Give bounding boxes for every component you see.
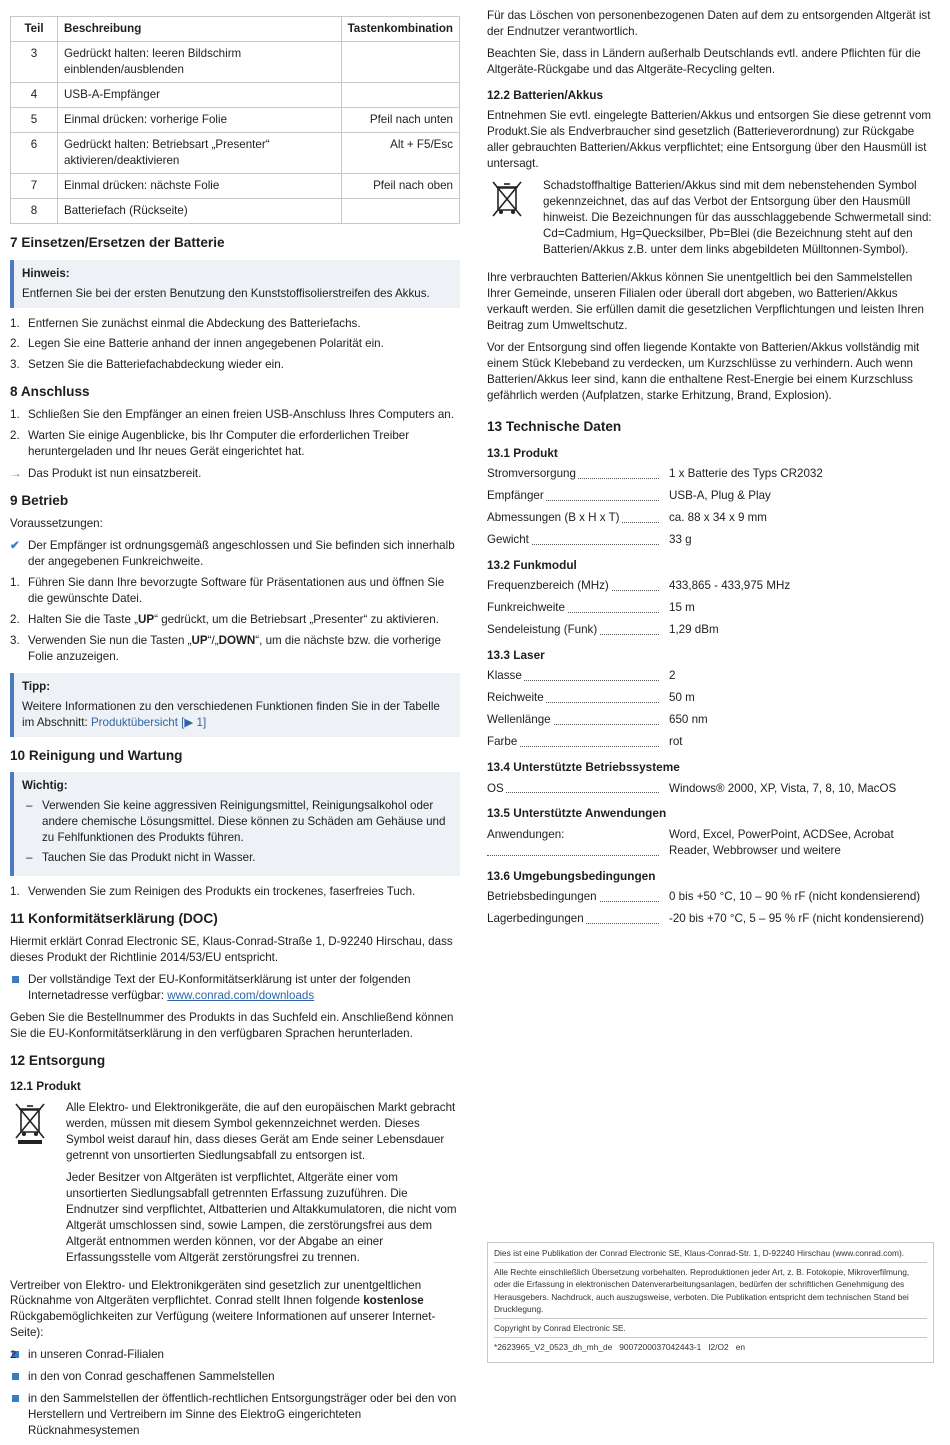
spec-row xyxy=(487,488,934,504)
spec-row xyxy=(487,734,934,750)
list-item xyxy=(10,428,460,460)
step-text: Entfernen Sie zunächst einmal die Abdeckung des Batteriefachs. xyxy=(28,316,361,330)
battery-symbol-text: Schadstoffhaltige Batterien/Akkus sind mit dem nebenstehenden Symbol gekennzeichnet, das auf das Verbot der Entsorgung über den Hausmüll hinweist. Die Bezeichnungen für das ausschlaggebende Schwermetall sind: Cd=Cadmium, Hg=Quecksilber, Pb=Blei (die Bezeichnung steht auf den Batterien/Akkus z.B. unter dem links abgebildeten Mülltonnen-Symbol). xyxy=(543,179,932,257)
spec-row xyxy=(487,600,934,616)
weee-block xyxy=(10,1100,460,1272)
spec-label: Frequenzbereich (MHz) xyxy=(487,579,609,593)
spec-group-title: 13.6 Umgebungsbedingungen xyxy=(487,868,656,883)
spec-label: Klasse xyxy=(487,669,522,683)
spec-value: rot xyxy=(669,735,683,749)
spec-key xyxy=(487,532,669,548)
spec-label: Funkreichweite xyxy=(487,601,565,615)
wichtig-list xyxy=(22,798,452,866)
key-down: DOWN xyxy=(218,633,256,647)
spec-row xyxy=(487,510,934,526)
subheading-batterien: 12.2 Batterien/Akkus xyxy=(487,87,604,102)
part-number-cell: 8 xyxy=(11,198,58,223)
step-number: 3. xyxy=(10,633,20,647)
square-bullet-icon xyxy=(12,976,19,983)
spec-key xyxy=(487,911,669,927)
batterien-text-2: Ihre verbrauchten Batterien/Akkus können Sie unentgeltlich bei den Sammelstellen Ihrer Gemeinde, unseren Filialen oder überall dort abgeben, wo Batterien/Akkus verkauft werden. Sie erfüllen damit die gesetzlichen Verpflichtungen und leisten Ihren Beitrag zum Umweltschutz. xyxy=(487,271,924,333)
column-header-tastenkombination: Tastenkombination xyxy=(341,17,459,42)
spec-value: Windows® 2000, XP, Vista, 7, 8, 10, MacOS xyxy=(669,781,897,795)
list-item xyxy=(10,1347,460,1363)
spec-label: Reichweite xyxy=(487,691,544,705)
kostenlose-emphasis: kostenlose xyxy=(363,1294,424,1308)
key-combination-cell: Alt + F5/Esc xyxy=(341,132,459,173)
spec-key xyxy=(487,889,669,905)
spec-key xyxy=(487,578,669,594)
spec-key xyxy=(487,712,669,728)
step-number: 1. xyxy=(10,316,20,330)
checkmark-icon: ✔ xyxy=(10,538,20,552)
tipp-box xyxy=(10,673,460,737)
prereq-label: Voraussetzungen: xyxy=(10,516,103,530)
spec-value: 33 g xyxy=(669,532,692,546)
key-combination-cell: Pfeil nach oben xyxy=(341,173,459,198)
spec-key xyxy=(487,781,669,797)
description-cell: Einmal drücken: nächste Folie xyxy=(58,173,342,198)
imprint-code: *2623965_V2_0523_dh_mh_de 9007200037042443-1 I2/O2 en xyxy=(494,1342,746,1353)
spec-group-title: 13.3 Laser xyxy=(487,648,545,663)
produktuebersicht-link[interactable]: Produktübersicht [▶ 1] xyxy=(90,715,207,729)
spec-label: Empfänger xyxy=(487,488,544,502)
spec-label: Abmessungen (B x H x T) xyxy=(487,510,620,524)
spec-value: USB-A, Plug & Play xyxy=(669,488,771,502)
description-cell: USB-A-Empfänger xyxy=(58,82,342,107)
spec-group-title: 13.5 Unterstützte Anwendungen xyxy=(487,806,667,821)
parts-table-body xyxy=(11,41,460,223)
reinigung-steps xyxy=(10,884,460,900)
step-number: 1. xyxy=(10,575,20,589)
key-combination-cell xyxy=(341,82,459,107)
table-row xyxy=(11,107,460,132)
spec-row xyxy=(487,911,934,927)
list-item xyxy=(10,612,460,628)
konformitaet-text: Hiermit erklärt Conrad Electronic SE, Klaus-Conrad-Straße 1, D-92240 Hirschau, dass dieses Produkt der Richtlinie 2014/53/EU entspricht. xyxy=(10,934,453,964)
batterie-steps xyxy=(10,316,460,374)
table-row xyxy=(11,41,460,82)
batterien-text-3: Vor der Entsorgung sind offen liegende Kontakte von Batterien/Akkus vollständig mit einem Stück Klebeband zu verdecken, um Kurzschlüsse zu verhindern. Auch wenn Batterien/Akkus leer sind, kann die enthaltene Rest-Energie bei einem Kurzschluss gefährlich werden (Aufplatzen, starke Erhitzung, Brand, Explosion). xyxy=(487,341,920,402)
imprint-publisher: Dies ist eine Publikation der Conrad Electronic SE, Klaus-Conrad-Str. 1, D-92240 Hirschau (www.conrad.com). xyxy=(494,1248,905,1258)
battery-symbol-block xyxy=(487,178,934,264)
list-item xyxy=(10,1369,460,1385)
table-row xyxy=(11,132,460,173)
step-text: “ gedrückt, um die Betriebsart „Presenter“ zu aktivieren. xyxy=(154,612,439,626)
part-number-cell: 3 xyxy=(11,41,58,82)
list-item xyxy=(10,972,460,1004)
spec-key xyxy=(487,600,669,616)
prereq-item xyxy=(10,538,460,570)
imprint-divider xyxy=(494,1262,927,1263)
bullet-text: Verwenden Sie keine aggressiven Reinigungsmittel, Reinigungsalkohol oder andere chemische Lösungsmittel. Diese können zu Schäden am Gehäuse und zu Fehlfunktionen des Produkts führen. xyxy=(42,799,446,845)
weee-text-1: Alle Elektro- und Elektronikgeräte, die auf den europäischen Markt gebracht werden, müssen mit diesem Symbol gekennzeichnet werden. Dieses Symbol weist darauf hin, dass dieses Gerät am Ende seiner Lebensdauer getrennt von unsortierten Siedlungsabfall zu entsorgen ist. xyxy=(66,1100,456,1162)
parts-table xyxy=(10,16,460,224)
description-cell: Gedrückt halten: leeren Bildschirm einblenden/ausblenden xyxy=(58,41,342,82)
section-heading-reinigung: 10 Reinigung und Wartung xyxy=(10,747,183,763)
section-heading-technische-daten: 13 Technische Daten xyxy=(487,418,622,434)
imprint-box xyxy=(487,1242,934,1363)
imprint-rights: Alle Rechte einschließlich Übersetzung vorbehalten. Reproduktionen jeder Art, z. B. Fotokopie, Mikroverfilmung, oder die Erfassung in elektronischen Datenverarbeitungsanlagen, bedürfen der schriftlichen Genehmigung des Herausgebers. Nachdruck, auch auszugsweise, verboten. Die Publikation entspricht dem technischen Stand bei Drucklegung. xyxy=(494,1267,910,1314)
tipp-text xyxy=(22,699,452,731)
batterien-text-1: Entnehmen Sie evtl. eingelegte Batterien/Akkus und entsorgen Sie diese getrennt vom Produkt.Sie als Endverbraucher sind gesetzlich (Batterieverordnung) zur Rückgabe aller gebrauchten Batterien/Akkus verpflichtet; eine Entsorgung über den Hausmüll ist untersagt. xyxy=(487,109,932,171)
dot-leader xyxy=(487,792,659,793)
step-text: Warten Sie einige Augenblicke, bis Ihr Computer die erforderlichen Treiber heruntergeladen und Ihr neues Gerät eingerichtet hat. xyxy=(28,429,410,459)
section-heading-konformitaet: 11 Konformitätserklärung (DOC) xyxy=(10,911,218,927)
spec-key xyxy=(487,622,669,638)
spec-row xyxy=(487,781,934,797)
imprint-divider xyxy=(494,1318,927,1319)
option-text: in den von Conrad geschaffenen Sammelstellen xyxy=(28,1370,275,1384)
spec-group-title: 13.1 Produkt xyxy=(487,445,558,460)
imprint-copyright: Copyright by Conrad Electronic SE. xyxy=(494,1322,626,1333)
key-combination-cell xyxy=(341,198,459,223)
anschluss-steps xyxy=(10,407,460,460)
step-text: Schließen Sie den Empfänger an einen freien USB-Anschluss Ihres Computers an. xyxy=(28,408,454,422)
description-cell: Gedrückt halten: Betriebsart „Presenter“ aktivieren/deaktivieren xyxy=(58,132,342,173)
key-combination-cell xyxy=(341,41,459,82)
vertreiber-text-c: Rückgabemöglichkeiten zur Verfügung (weitere Informationen auf unserer Internet-Seite): xyxy=(10,1310,436,1340)
spec-row xyxy=(487,578,934,594)
spec-value: Word, Excel, PowerPoint, ACDSee, Acrobat Reader, Webbrowser und weitere xyxy=(669,827,894,857)
page-number: 2 xyxy=(10,1349,17,1361)
list-item xyxy=(10,884,460,900)
part-number-cell: 4 xyxy=(11,82,58,107)
spec-value: 50 m xyxy=(669,691,695,705)
arrow-right-icon: → xyxy=(10,467,22,481)
table-header-row xyxy=(11,17,460,42)
spec-label: Sendeleistung (Funk) xyxy=(487,623,598,637)
step-text: Führen Sie dann Ihre bevorzugte Software für Präsentationen aus und öffnen Sie die gewünschte Datei. xyxy=(28,575,445,605)
weee-text-2: Jeder Besitzer von Altgeräten ist verpflichtet, Altgeräte einer vom unsortierten Siedlungsabfall getrennten Erfassung zuzuführen. Die Endnutzer sind verpflichtet, Altbatterien und Altakkumulatoren, die nicht vom Altgerät umschlossen sind, sowie Lampen, die zerstörungsfrei aus dem Altgerät entnommen werden können, vor der Abgabe an einer Erfassungsstelle vom Altgerät zerstörungsfrei zu trennen. xyxy=(66,1170,457,1264)
table-row xyxy=(11,82,460,107)
spec-label: Anwendungen: xyxy=(487,827,565,841)
spec-value: 650 nm xyxy=(669,713,708,727)
spec-key xyxy=(487,668,669,684)
step-text: Legen Sie eine Batterie anhand der innen angegebenen Polarität ein. xyxy=(28,337,384,351)
step-number: 2. xyxy=(10,612,20,626)
tipp-title: Tipp: xyxy=(22,679,51,693)
list-item xyxy=(10,407,460,423)
section-heading-entsorgung: 12 Entsorgung xyxy=(10,1052,106,1068)
key-up: UP xyxy=(138,612,155,626)
list-item xyxy=(10,357,460,373)
spec-label: Stromversorgung xyxy=(487,466,576,480)
step-text: Verwenden Sie zum Reinigen des Produkts ein trockenes, faserfreies Tuch. xyxy=(28,885,416,899)
key-up: UP xyxy=(191,633,208,647)
spec-key xyxy=(487,466,669,482)
spec-group-title: 13.2 Funkmodul xyxy=(487,557,577,572)
spec-row xyxy=(487,668,934,684)
left-column xyxy=(10,8,460,1445)
spec-group-title: 13.4 Unterstützte Betriebssysteme xyxy=(487,760,680,775)
spec-label: Lagerbedingungen xyxy=(487,911,584,925)
downloads-link[interactable]: www.conrad.com/downloads xyxy=(167,988,315,1002)
part-number-cell: 5 xyxy=(11,107,58,132)
wichtig-title: Wichtig: xyxy=(22,779,68,793)
description-cell: Einmal drücken: vorherige Folie xyxy=(58,107,342,132)
spec-row xyxy=(487,712,934,728)
betrieb-steps xyxy=(10,575,460,665)
spec-label: Betriebsbedingungen xyxy=(487,889,597,903)
subheading-produkt: 12.1 Produkt xyxy=(10,1079,81,1094)
option-text: in unseren Conrad-Filialen xyxy=(28,1348,164,1362)
column-header-beschreibung: Beschreibung xyxy=(58,17,342,42)
spec-value: 1 x Batterie des Typs CR2032 xyxy=(669,466,823,480)
table-row xyxy=(11,173,460,198)
crossed-bin-icon xyxy=(10,1100,56,1272)
section-heading-batterie: 7 Einsetzen/Ersetzen der Batterie xyxy=(10,234,225,250)
step-number: 2. xyxy=(10,429,20,443)
spec-row xyxy=(487,827,934,859)
dot-leader xyxy=(487,855,659,856)
list-item xyxy=(10,575,460,607)
column-header-teil: Teil xyxy=(11,17,58,42)
step-text: Verwenden Sie nun die Tasten „ xyxy=(28,633,192,647)
spec-key xyxy=(487,690,669,706)
section-heading-anschluss: 8 Anschluss xyxy=(10,384,90,400)
bullet-text: Tauchen Sie das Produkt nicht in Wasser. xyxy=(42,851,256,865)
spec-label: Farbe xyxy=(487,735,518,749)
spec-key xyxy=(487,827,669,859)
laender-text: Beachten Sie, dass in Ländern außerhalb Deutschlands evtl. andere Pflichten für die Altgeräte-Rückgabe und das Altgeräte-Recycling gelten. xyxy=(487,46,921,76)
spec-row xyxy=(487,532,934,548)
spec-label: OS xyxy=(487,781,504,795)
step-number: 2. xyxy=(10,337,20,351)
square-bullet-icon xyxy=(12,1373,19,1380)
list-item xyxy=(10,336,460,352)
spec-label: Wellenlänge xyxy=(487,713,551,727)
part-number-cell: 6 xyxy=(11,132,58,173)
right-column xyxy=(487,8,934,933)
step-number: 1. xyxy=(10,408,20,422)
prereq-text: Der Empfänger ist ordnungsgemäß angeschlossen und Sie befinden sich innerhalb der angegebenen Funkreichweite. xyxy=(28,538,455,568)
square-bullet-icon xyxy=(12,1395,19,1402)
step-text: “/„ xyxy=(207,633,219,647)
tipp-body: Weitere Informationen zu den verschiedenen Funktionen finden Sie in der Tabelle im Abschnitt: xyxy=(22,699,440,729)
wichtig-box xyxy=(10,772,460,876)
spec-row xyxy=(487,690,934,706)
step-text: Halten Sie die Taste „ xyxy=(28,612,138,626)
step-text: “, um die nächste bzw. die vorherige Folie anzuzeigen. xyxy=(28,633,441,663)
option-text: in den Sammelstellen der öffentlich-rechtlichen Entsorgungsträger oder bei den von Herstellern und Vertreibern im Sinne des ElektroG eingerichteten Rücknahmesystemen xyxy=(28,1392,457,1438)
spec-row xyxy=(487,622,934,638)
result-line xyxy=(10,466,460,482)
loeschen-text: Für das Löschen von personenbezogenen Daten auf dem zu entsorgenden Altgerät ist der Endnutzer verantwortlich. xyxy=(487,9,931,38)
list-item xyxy=(22,850,452,866)
dash-bullet: – xyxy=(26,799,33,813)
hinweis-box xyxy=(10,260,460,308)
list-item xyxy=(10,633,460,665)
konformitaet-hinweis: Geben Sie die Bestellnummer des Produkts in das Suchfeld ein. Anschließend können Sie die EU-Konformitätserklärung in den verfügbaren Sprachen herunterladen. xyxy=(10,1010,454,1040)
key-combination-cell: Pfeil nach unten xyxy=(341,107,459,132)
spec-key xyxy=(487,510,669,526)
bullet-text: Der vollständige Text der EU-Konformitätserklärung ist unter der folgenden Internetadresse verfügbar: xyxy=(28,972,411,1002)
spec-row xyxy=(487,889,934,905)
spec-row xyxy=(487,466,934,482)
step-number: 3. xyxy=(10,358,20,372)
spec-value: 433,865 - 433,975 MHz xyxy=(669,579,791,593)
part-number-cell: 7 xyxy=(11,173,58,198)
konformitaet-list xyxy=(10,972,460,1004)
spec-key xyxy=(487,488,669,504)
list-item xyxy=(10,316,460,332)
step-text: Setzen Sie die Batteriefachabdeckung wieder ein. xyxy=(28,358,284,372)
table-row xyxy=(11,198,460,223)
vertreiber-text-a: Vertreiber von Elektro- und Elektronikgeräten sind gesetzlich zur unentgeltlichen Rücknahme von Altgeräten verpflichtet. Conrad stellt Ihnen folgende xyxy=(10,1278,422,1308)
hinweis-title: Hinweis: xyxy=(22,266,70,280)
spec-groups xyxy=(487,445,934,927)
spec-value: 0 bis +50 °C, 10 – 90 % rF (nicht kondensierend) xyxy=(669,889,921,903)
result-text: Das Produkt ist nun einsatzbereit. xyxy=(28,467,202,481)
spec-value: 1,29 dBm xyxy=(669,623,719,637)
description-cell: Batteriefach (Rückseite) xyxy=(58,198,342,223)
crossed-bin-icon xyxy=(487,178,533,264)
vertreiber-text xyxy=(10,1278,460,1342)
spec-value: 2 xyxy=(669,669,676,683)
spec-value: 15 m xyxy=(669,601,695,615)
list-item xyxy=(10,1391,460,1439)
rueckgabe-list xyxy=(10,1347,460,1439)
spec-value: ca. 88 x 34 x 9 mm xyxy=(669,510,767,524)
imprint-divider xyxy=(494,1337,927,1338)
step-number: 1. xyxy=(10,885,20,899)
spec-value: -20 bis +70 °C, 5 – 95 % rF (nicht kondensierend) xyxy=(669,911,925,925)
dash-bullet: – xyxy=(26,851,33,865)
spec-label: Gewicht xyxy=(487,532,529,546)
hinweis-text: Entfernen Sie bei der ersten Benutzung den Kunststoffisolierstreifen des Akkus. xyxy=(22,286,430,300)
list-item xyxy=(22,798,452,846)
spec-key xyxy=(487,734,669,750)
section-heading-betrieb: 9 Betrieb xyxy=(10,493,69,509)
